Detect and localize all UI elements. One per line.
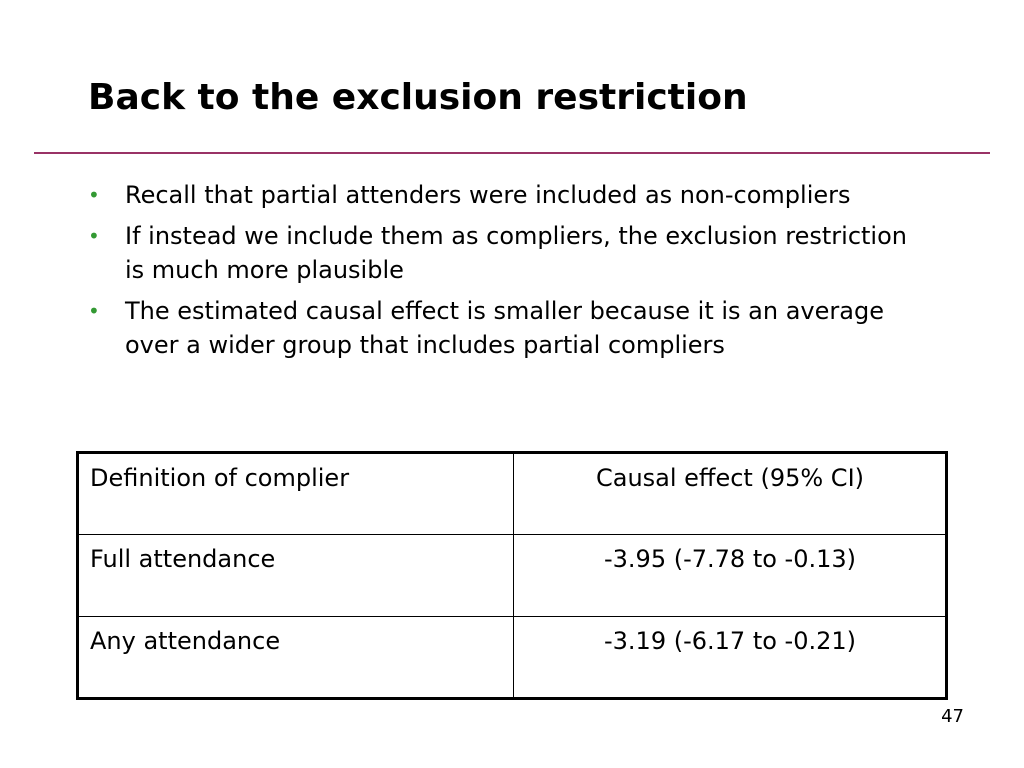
bullet-item	[88, 219, 908, 287]
header-causal-effect: Causal effect (95% CI)	[514, 453, 947, 535]
bullet-icon: •	[88, 183, 100, 207]
table-cell: Any attendance	[78, 617, 514, 699]
bullet-list	[88, 178, 908, 369]
bullet-icon: •	[88, 224, 100, 248]
bullet-text: The estimated causal effect is smaller because it is an average over a wider group that includes partial compliers	[125, 297, 884, 359]
table-row	[78, 535, 947, 617]
page-number: 47	[941, 706, 964, 727]
bullet-text: Recall that partial attenders were included as non-compliers	[125, 181, 851, 209]
slide-title: Back to the exclusion restriction	[88, 77, 748, 118]
bullet-item	[88, 294, 908, 362]
results-table	[76, 451, 948, 700]
table-row	[78, 617, 947, 699]
bullet-text: If instead we include them as compliers, the exclusion restriction is much more plausible	[125, 222, 907, 284]
bullet-item	[88, 178, 908, 212]
header-definition: Definition of complier	[78, 453, 514, 535]
bullet-icon: •	[88, 299, 100, 323]
table-cell: -3.19 (-6.17 to -0.21)	[514, 617, 947, 699]
table-header-row	[78, 453, 947, 535]
table-cell: Full attendance	[78, 535, 514, 617]
title-divider	[34, 152, 990, 154]
table-cell: -3.95 (-7.78 to -0.13)	[514, 535, 947, 617]
